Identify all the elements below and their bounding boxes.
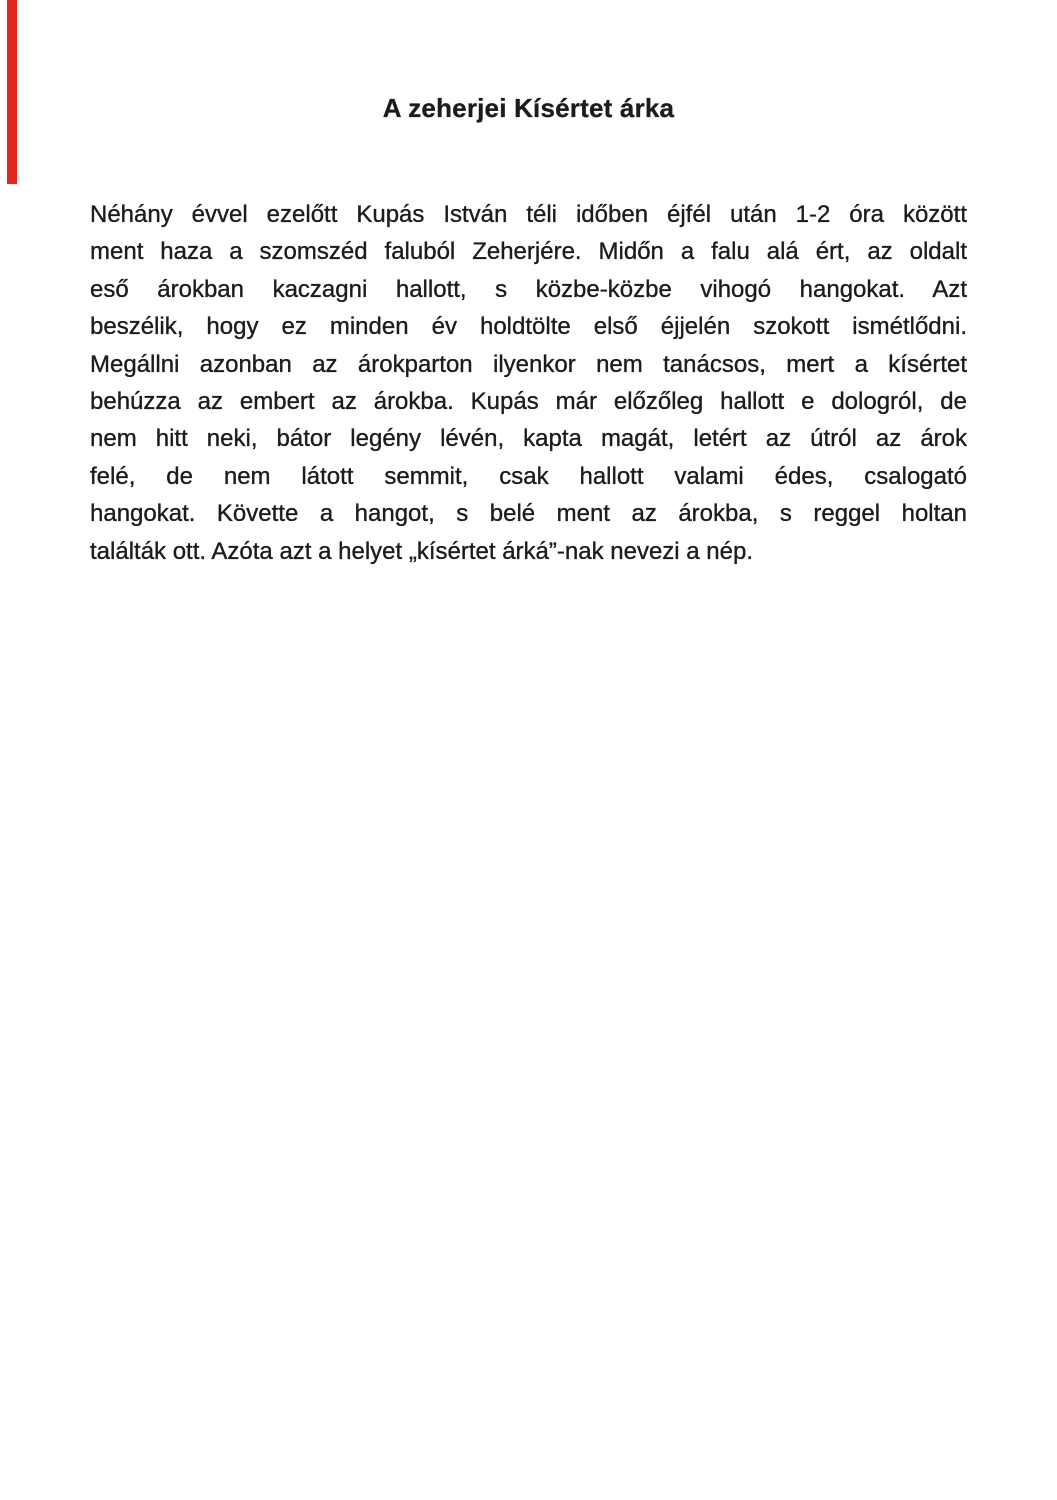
paragraph-line: beszélik, hogy ez minden év holdtölte első éjjelén szokott ismétlődni. — [90, 313, 967, 341]
paragraph-line: behúzza az embert az árokba. Kupás már előzőleg hallott e dologról, de — [90, 387, 967, 415]
paragraph-line: felé, de nem látott semmit, csak hallott valami édes, csalogató — [90, 462, 967, 490]
paragraph-line: találták ott. Azóta azt a helyet „kísértet árká”-nak nevezi a nép. — [90, 537, 754, 565]
paragraph-line: eső árokban kaczagni hallott, s közbe-közbe vihogó hangokat. Azt — [90, 275, 967, 303]
paragraph — [90, 196, 967, 570]
document-title: A zeherjei Kísértet árka — [382, 93, 675, 123]
paragraph-line: Megállni azonban az árokparton ilyenkor nem tanácsos, mert a kísértet — [90, 350, 967, 378]
paragraph-line: hangokat. Követte a hangot, s belé ment az árokba, s reggel holtan — [90, 500, 967, 528]
paragraph-line: nem hitt neki, bátor legény lévén, kapta magát, letért az útról az árok — [90, 425, 967, 453]
paragraph-line: Néhány évvel ezelőtt Kupás István téli időben éjfél után 1-2 óra között — [90, 201, 967, 228]
paragraph-line: ment haza a szomszéd faluból Zeherjére. Midőn a falu alá ért, az oldalt — [90, 238, 967, 266]
